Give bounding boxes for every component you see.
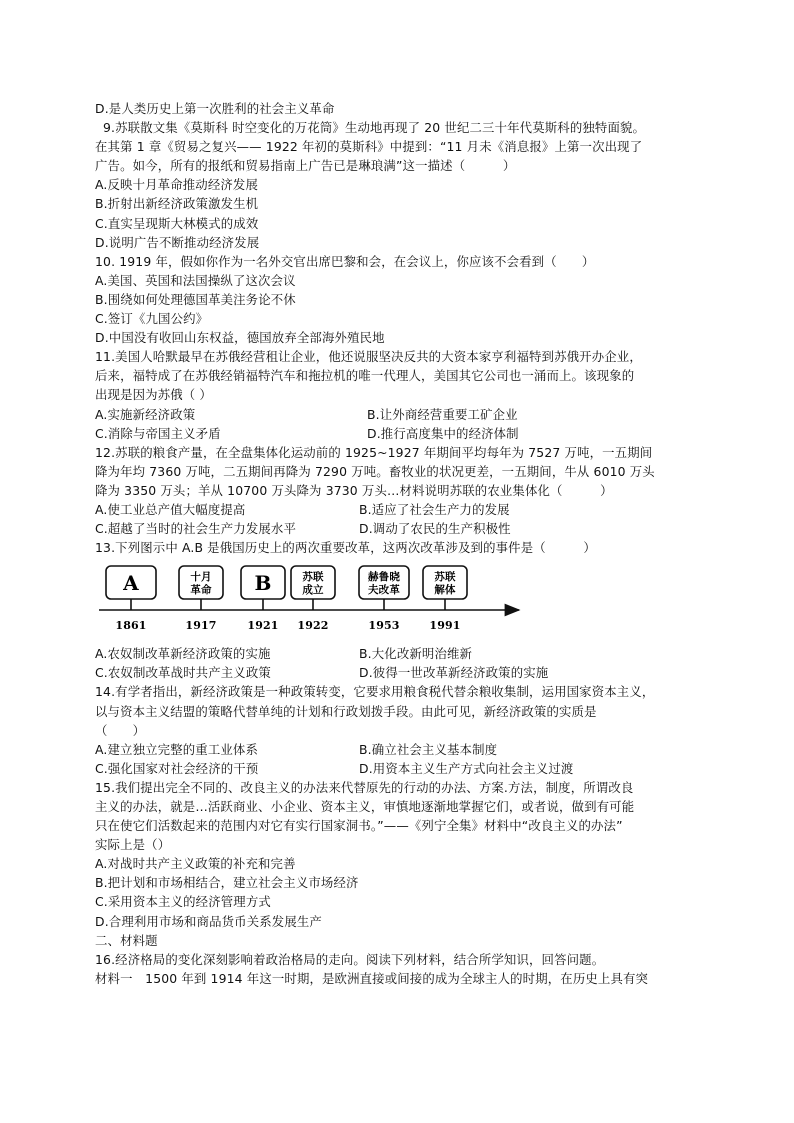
q12-stem-line2: 降为年均 7360 万吨，二五期间再降为 7290 万吨。畜牧业的状况更差，一五期间，牛从 6010 万头 [95,463,655,479]
q8-option-d: D.是人类历史上第一次胜利的社会主义革命 [95,101,335,116]
timeline-item [179,566,223,632]
q10-option-d: D.中国没有收回山东权益，德国放弃全部海外殖民地 [95,330,385,346]
q16-stem: 16.经济格局的变化深刻影响着政治格局的走向。阅读下列材料，结合所学知识，回答问题。 [95,951,605,967]
q15-option-a: A.对战时共产主义政策的补充和完善 [95,856,296,872]
q9-option-a: A.反映十月革命推动经济发展 [95,177,258,193]
timeline-box-label: 十月 [190,571,212,584]
q14-option-a: A.建立独立完整的重工业体系 [95,741,258,757]
q9-option-b: B.折射出新经济政策激发生机 [95,196,259,212]
timeline-year: 1953 [368,619,400,633]
timeline-item [359,566,409,632]
q14-stem-line1: 14.有学者指出，新经济政策是一种政策转变，它要求用粮食税代替余粮收集制，运用国家资本主义， [95,684,655,700]
timeline-box-label-2: 解体 [434,584,456,597]
q14-option-b: B.确立社会主义基本制度 [359,741,498,757]
q12-options-row2 [95,519,710,538]
timeline-box-label: 苏联 [434,571,456,584]
timeline-year: 1861 [115,619,147,633]
q14-options-row1 [95,740,710,759]
q9-option-c: C.直实呈现斯大林模式的成效 [95,215,259,231]
q11-options-row1 [95,405,710,424]
timeline-box-label: B [254,571,272,596]
q13-timeline-figure [95,562,710,638]
timeline-item [423,566,467,632]
timeline-box-label: A [123,571,139,596]
q13-options-row1 [95,644,710,663]
q15-stem-line4: 实际上是（） [95,837,171,853]
q10-stem: 10. 1919 年，假如你作为一名外交官出席巴黎和会，在会议上，你应该不会看到（ ） [95,253,595,269]
q15-option-b: B.把计划和市场相结合，建立社会主义市场经济 [95,875,359,891]
timeline-diagram [95,562,535,638]
q14-option-d: D.用资本主义生产方式向社会主义过渡 [359,760,574,776]
q11-option-d: D.推行高度集中的经济体制 [367,425,519,441]
q15-stem-line3: 只在使它们活数起来的范围内对它有实行国家洞书。”——《列宁全集》材料中“改良主义的办法” [95,818,623,834]
q12-options-row1 [95,500,710,519]
timeline-item [106,566,156,632]
timeline-year: 1922 [297,619,329,633]
q16-material1: 材料一 1500 年到 1914 年这一时期，是欧洲直接或间接的成为全球主人的时期，在历史上具有突 [95,970,649,986]
q14-options-row2 [95,759,710,778]
timeline-box-label-2: 夫改革 [368,584,400,597]
timeline-year: 1921 [247,619,279,633]
q14-stem-line3: （ ） [95,722,146,738]
q9-stem-line3: 广告。如今，所有的报纸和贸易指南上广告已是琳琅满”这一描述（ ） [95,158,516,174]
timeline-item [241,566,285,632]
q13-option-c: C.农奴制改革战时共产主义政策 [95,665,271,681]
q12-option-a: A.使工业总产值大幅度提高 [95,501,246,517]
q13-stem: 13.下列图示中 A.B 是俄国历史上的两次重要改革，这两次改革涉及到的事件是（ ） [95,540,596,556]
q11-stem-line2: 后来，福特成了在苏俄经销福特汽车和拖拉机的唯一代理人，美国其它公司也一涌而上。该现象的 [95,368,635,384]
q9-option-d: D.说明广告不断推动经济发展 [95,234,260,250]
q12-stem-line1: 12.苏联的粮食产量，在全盘集体化运动前的 1925~1927 年期间平均每年为 7527 万吨，一五期间 [95,444,653,460]
q12-option-d: D.调动了农民的生产积极性 [359,521,511,537]
q15-option-d: D.合理利用市场和商品货币关系发展生产 [95,913,322,929]
q11-stem-line1: 11.美国人哈默最早在苏俄经营租让企业，他还说服坚决反共的大资本家亨利福特到苏俄开办企业， [95,349,642,365]
q11-option-a: A.实施新经济政策 [95,406,196,422]
q11-stem-line3: 出现是因为苏俄（ ） [95,387,212,403]
timeline-box-label: 苏联 [302,571,324,584]
timeline-year: 1917 [185,619,217,633]
q11-option-b: B.让外商经营重要工矿企业 [367,406,518,422]
q13-options-row2 [95,663,710,682]
section2-title: 二、材料题 [95,932,158,948]
timeline-box-label-2: 革命 [190,584,212,597]
q9-stem-line1: 9.苏联散文集《莫斯科 时空变化的万花筒》生动地再现了 20 世纪二三十年代莫斯科的独特面貌。 [103,120,646,136]
q10-option-a: A.美国、英国和法国操纵了这次会议 [95,272,296,288]
q13-option-d: D.彼得一世改革新经济政策的实施 [359,665,549,681]
q12-option-b: B.适应了社会生产力的发展 [359,501,510,517]
q13-option-a: A.农奴制改革新经济政策的实施 [95,646,271,662]
q11-options-row2 [95,424,710,443]
q10-option-b: B.围绕如何处理德国革美注务论不休 [95,291,296,307]
q11-option-c: C.消除与帝国主义矛盾 [95,425,221,441]
exam-content [95,99,710,988]
timeline-year: 1991 [429,619,461,633]
q10-option-c: C.签订《九国公约》 [95,311,209,327]
q14-stem-line2: 以与资本主义结盟的策略代替单纯的计划和行政划拨手段。由此可见，新经济政策的实质是 [95,703,597,719]
q14-option-c: C.强化国家对社会经济的干预 [95,760,259,776]
q12-option-c: C.超越了当时的社会生产力发展水平 [95,521,296,537]
q13-option-b: B.大化改新明治维新 [359,646,473,662]
timeline-box-label-2: 成立 [302,584,324,597]
timeline-box-label: 赫鲁晓 [368,571,400,584]
q15-stem-line1: 15.我们提出完全不同的、改良主义的办法来代替原先的行动的办法、方案.方法，制度，所谓改良 [95,779,634,795]
timeline-item [291,566,335,632]
q15-stem-line2: 主义的办法，就是…活跃商业、小企业、资本主义，审慎地逐渐地掌握它们，或者说，做到有可能 [95,799,635,814]
q12-stem-line3: 降为 3350 万头；羊从 10700 万头降为 3730 万头…材料说明苏联的农业集体化（ ） [95,482,613,498]
q15-option-c: C.采用资本主义的经济管理方式 [95,894,271,910]
q9-stem-line2: 在其第 1 章《贸易之复兴—— 1922 年初的莫斯科》中提到：“11 月未《消息报》上第一次出现了 [95,139,643,155]
